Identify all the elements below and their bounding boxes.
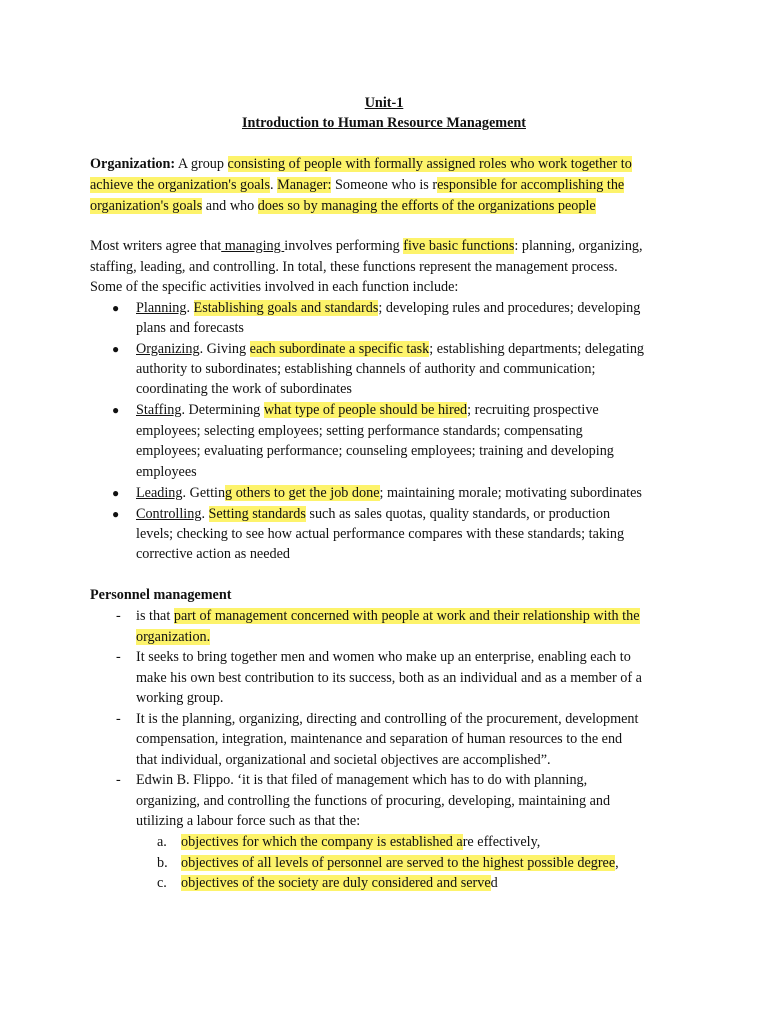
unit-title: Unit-1 [364, 95, 404, 111]
intro-line: staffing, leading, and controlling. In total, these functions represent the management process. [90, 259, 618, 275]
text-run: ; establishing departments; delegating [429, 341, 645, 357]
highlight: achieve the organization's goals [90, 177, 270, 193]
personnel-point: Edwin B. Flippo. ‘it is that filed of management which has to do with planning, [136, 772, 588, 788]
function-name: Organizing [136, 341, 200, 357]
text-run: . [201, 506, 209, 522]
personnel-point-line: organizing, and controlling the functions of procuring, developing, maintaining and [136, 793, 611, 809]
text-run: ; developing rules and procedures; developing [378, 300, 641, 316]
definition-line [90, 154, 632, 174]
function-line: corrective action as needed [136, 546, 291, 562]
function-line: employees [136, 464, 197, 480]
page-title: Introduction to Human Resource Management [241, 115, 526, 131]
dash-marker: - [116, 711, 121, 727]
text-run: involves performing [284, 238, 404, 254]
highlight: part of management concerned with people at work and their relationship with the [173, 608, 640, 624]
highlight: g others to get the job done [225, 485, 380, 501]
function-line: employees; selecting employees; setting performance standards; compensating [136, 423, 583, 439]
text-run: , [615, 855, 619, 871]
list-marker: b. [157, 855, 168, 871]
highlight: organization's goals [90, 198, 203, 214]
text-run: . [186, 300, 194, 316]
underlined-term: managing [221, 238, 285, 254]
definition-line [90, 175, 624, 195]
function-line: coordinating the work of subordinates [136, 381, 352, 397]
function-staffing [136, 400, 599, 420]
dash-marker: - [116, 608, 121, 624]
section-heading: Personnel management [90, 587, 232, 603]
highlight: objectives of all levels of personnel are served to the highest possible degree [181, 855, 616, 871]
highlight: consisting of people with formally assigned roles who work together to [227, 156, 632, 172]
highlight: Establishing goals and standards [193, 300, 379, 316]
personnel-point-line: that individual, organizational and societal objectives are accomplished”. [136, 752, 551, 768]
highlight-manager-term: Manager: [277, 177, 332, 193]
list-marker: c. [157, 875, 167, 891]
intro-line [90, 236, 643, 256]
list-item [181, 832, 540, 852]
organization-term: Organization: [90, 156, 176, 172]
highlight: five basic functions [403, 238, 515, 254]
function-organizing [136, 339, 644, 359]
text-run: is that [136, 608, 174, 624]
highlight: objectives of the society are duly considered and serve [181, 875, 491, 891]
bullet-marker: ● [112, 301, 120, 315]
personnel-point-line: working group. [136, 690, 224, 706]
personnel-point-line: utilizing a labour force such as that the: [136, 813, 361, 829]
text-run: re effectively, [462, 834, 541, 850]
function-controlling [136, 504, 610, 524]
bullet-marker: ● [112, 403, 120, 417]
highlight: does so by managing the efforts of the organizations people [257, 198, 596, 214]
bullet-marker: ● [112, 507, 120, 521]
text-run: ; recruiting prospective [467, 402, 599, 418]
function-name: Leading [136, 485, 183, 501]
bullet-marker: ● [112, 342, 120, 356]
list-item [181, 853, 619, 873]
text-run: d [490, 875, 498, 891]
personnel-point: It seeks to bring together men and women who make up an enterprise, enabling each to [136, 649, 631, 665]
function-leading [136, 483, 642, 503]
intro-line: Some of the specific activities involved in each function include: [90, 279, 459, 295]
function-name: Planning [136, 300, 187, 316]
text-run: A group [175, 156, 228, 172]
list-item [181, 873, 498, 893]
text-run: Most writers agree that [90, 238, 222, 254]
dash-marker: - [116, 649, 121, 665]
highlight: organization. [136, 629, 211, 645]
personnel-point-line: make his own best contribution to its success, both as an individual and as a member of a [136, 670, 642, 686]
personnel-point [136, 606, 640, 626]
text-run: . Determining [181, 402, 264, 418]
highlight: objectives for which the company is established a [181, 834, 463, 850]
list-marker: a. [157, 834, 167, 850]
highlight: each subordinate a specific task [249, 341, 430, 357]
text-run: . Gettin [182, 485, 226, 501]
personnel-point: It is the planning, organizing, directing and controlling of the procurement, development [136, 711, 639, 727]
dash-marker: - [116, 772, 121, 788]
function-line: employees; evaluating performance; counseling employees; training and developing [136, 443, 614, 459]
text-run: and who [202, 198, 258, 214]
highlight: Setting standards [208, 506, 306, 522]
highlight: what type of people should be hired [263, 402, 468, 418]
definition-line [90, 196, 596, 216]
personnel-point-line: compensation, integration, maintenance and separation of human resources to the end [136, 731, 623, 747]
highlight: esponsible for accomplishing the [437, 177, 625, 193]
text-run: . [269, 177, 278, 193]
function-name: Staffing [136, 402, 182, 418]
bullet-marker: ● [112, 486, 120, 500]
personnel-point-line [136, 627, 210, 647]
function-line: levels; checking to see how actual performance compares with these standards; taking [136, 526, 625, 542]
text-run: ; maintaining morale; motivating subordinates [379, 485, 642, 501]
function-line: authority to subordinates; establishing channels of authority and communication; [136, 361, 596, 377]
text-run: : planning, organizing, [514, 238, 643, 254]
text-run: . Giving [199, 341, 250, 357]
function-line: plans and forecasts [136, 320, 244, 336]
text-run: such as sales quotas, quality standards, or production [305, 506, 611, 522]
function-name: Controlling [136, 506, 202, 522]
text-run: Someone who is r [331, 177, 438, 193]
function-planning [136, 298, 640, 318]
